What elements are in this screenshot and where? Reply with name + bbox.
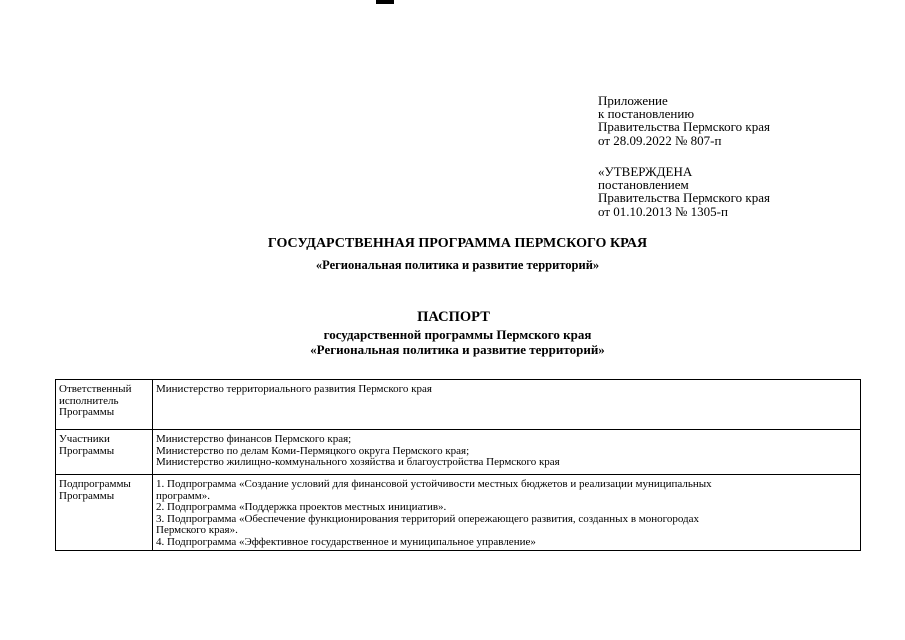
row-content: программ». <box>156 489 210 502</box>
row-label: Ответственный <box>59 383 132 395</box>
approval-line: от 01.10.2013 № 1305-п <box>598 203 728 219</box>
row-content: Министерство территориального развития Пермского края <box>156 383 432 395</box>
row-content: 1. Подпрограмма «Создание условий для финансовой устойчивости местных бюджетов и реализации муниципальных <box>156 478 712 490</box>
program-subtitle: «Региональная политика и развитие территорий» <box>315 258 600 272</box>
approval-line: Правительства Пермского края <box>598 190 770 206</box>
table-row <box>56 430 861 475</box>
row-label-cell <box>56 430 153 475</box>
table-row <box>56 475 861 551</box>
passport-subtitle: государственной программы Пермского края <box>323 327 592 342</box>
approval-line: постановлением <box>598 177 689 193</box>
row-content: Министерство финансов Пермского края; <box>156 433 352 445</box>
scan-mark <box>376 0 394 4</box>
row-label: Участники <box>59 433 110 445</box>
approval-block <box>598 165 770 218</box>
program-title: ГОСУДАРСТВЕННАЯ ПРОГРАММА ПЕРМСКОГО КРАЯ <box>267 236 648 251</box>
row-content-cell <box>153 380 861 430</box>
table-row <box>56 380 861 430</box>
row-label: Программы <box>59 406 115 418</box>
row-content-cell <box>153 430 861 475</box>
appendix-block <box>598 94 770 147</box>
row-label: Подпрограммы <box>59 478 131 490</box>
row-label: Программы <box>59 444 115 457</box>
passport-subtitle: «Региональная политика и развитие территорий» <box>310 342 605 357</box>
row-content: 4. Подпрограмма «Эффективное государственное и муниципальное управление» <box>156 535 536 548</box>
appendix-line: Приложение <box>598 93 668 108</box>
row-content: 3. Подпрограмма «Обеспечение функционирования территорий опережающего развития, созданных в моногородах <box>156 512 700 525</box>
passport-table <box>55 379 861 551</box>
row-content: Пермского края». <box>156 524 238 536</box>
approval-line: «УТВЕРЖДЕНА <box>598 164 693 179</box>
row-content-cell <box>153 475 861 551</box>
appendix-line: к постановлению <box>598 106 695 122</box>
row-label-cell <box>56 475 153 551</box>
appendix-line: Правительства Пермского края <box>598 119 770 135</box>
row-content: Министерство по делам Коми-Пермяцкого округа Пермского края; <box>156 444 470 457</box>
appendix-line: от 28.09.2022 № 807-п <box>598 132 722 148</box>
row-label: исполнитель <box>59 394 119 407</box>
row-content: Министерство жилищно-коммунального хозяйства и благоустройства Пермского края <box>156 456 560 468</box>
row-label: Программы <box>59 489 115 502</box>
row-label-cell <box>56 380 153 430</box>
row-content: 2. Подпрограмма «Поддержка проектов местных инициатив». <box>156 501 447 513</box>
passport-title: ПАСПОРТ <box>417 309 490 325</box>
